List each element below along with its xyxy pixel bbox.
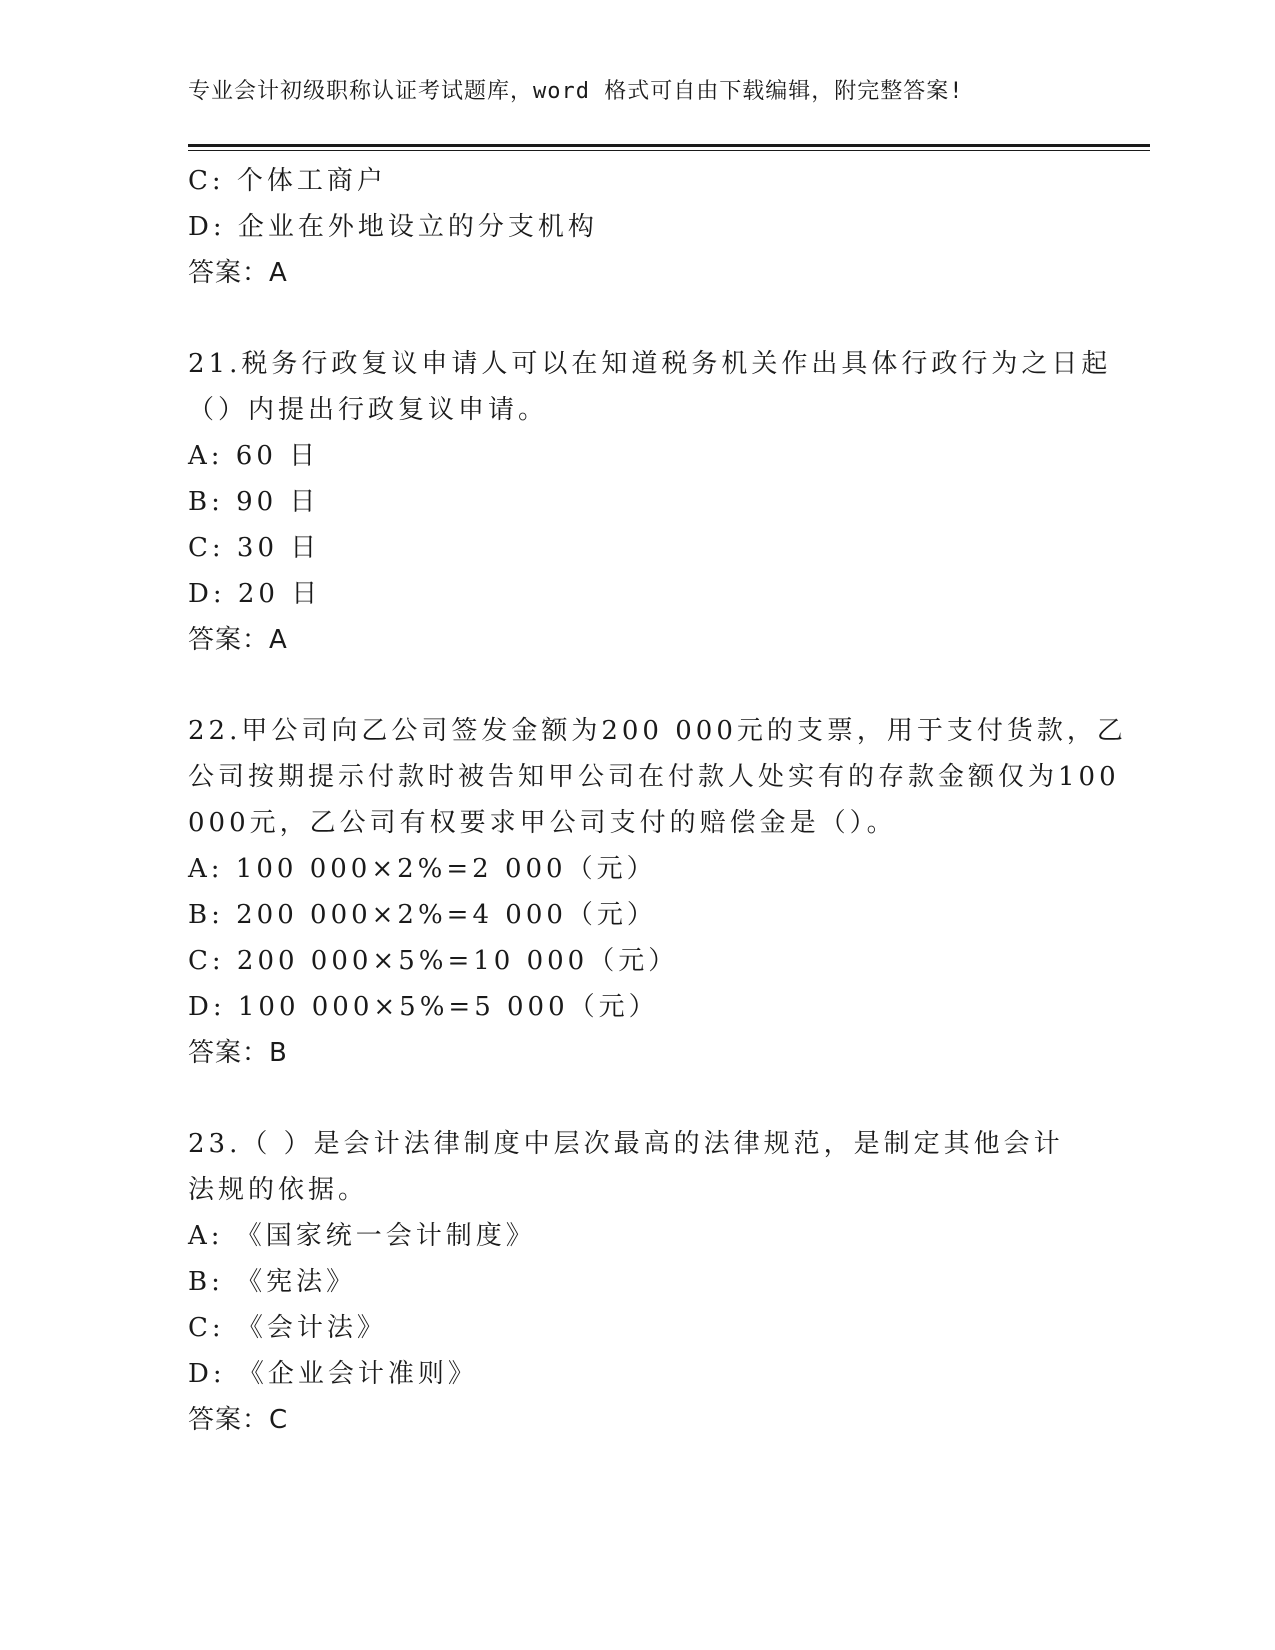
question-22 — [188, 708, 1127, 1076]
option-b: B: 《宪法》 — [188, 1267, 357, 1297]
option-d: D: 100 000×5%=5 000（元） — [188, 992, 659, 1022]
header-rule-thin — [188, 150, 1150, 151]
option-a: A: 《国家统一会计制度》 — [188, 1221, 536, 1251]
question-text: 21.税务行政复议申请人可以在知道税务机关作出具体行政行为之日起 — [188, 349, 1112, 379]
answer-line: 答案：A — [188, 625, 288, 655]
option-b: B: 200 000×2%=4 000（元） — [188, 900, 657, 930]
question-text: 000元，乙公司有权要求甲公司支付的赔偿金是（）。 — [188, 808, 897, 838]
option-d: D: 《企业会计准则》 — [188, 1359, 478, 1389]
option-c: C: 30 日 — [188, 533, 321, 563]
option-d: D: 企业在外地设立的分支机构 — [188, 212, 598, 242]
question-text: 23.（ ）是会计法律制度中层次最高的法律规范，是制定其他会计 — [188, 1129, 1064, 1159]
option-c: C: 个体工商户 — [188, 166, 387, 196]
question-text: （）内提出行政复议申请。 — [188, 395, 549, 425]
answer-line: 答案：C — [188, 1405, 289, 1435]
option-a: A: 100 000×2%=2 000（元） — [188, 854, 657, 884]
question-list — [188, 158, 1127, 1443]
option-c: C: 《会计法》 — [188, 1313, 387, 1343]
option-b: B: 90 日 — [188, 487, 320, 517]
answer-line: 答案：B — [188, 1038, 288, 1068]
page-header: 专业会计初级职称认证考试题库，word 格式可自由下载编辑，附完整答案! — [188, 79, 964, 104]
option-c: C: 200 000×5%=10 000（元） — [188, 946, 679, 976]
answer-line: 答案：A — [188, 258, 288, 288]
question-text: 22.甲公司向乙公司签发金额为200 000元的支票，用于支付货款，乙 — [188, 716, 1127, 746]
question-21 — [188, 341, 1112, 663]
question-text: 法规的依据。 — [188, 1175, 369, 1205]
question-text: 公司按期提示付款时被告知甲公司在付款人处实有的存款金额仅为100 — [188, 762, 1120, 792]
header-rule-thick — [188, 144, 1150, 147]
question-fragment — [188, 158, 1088, 296]
option-a: A: 60 日 — [188, 441, 320, 471]
option-d: D: 20 日 — [188, 579, 322, 609]
question-23 — [188, 1121, 1088, 1443]
